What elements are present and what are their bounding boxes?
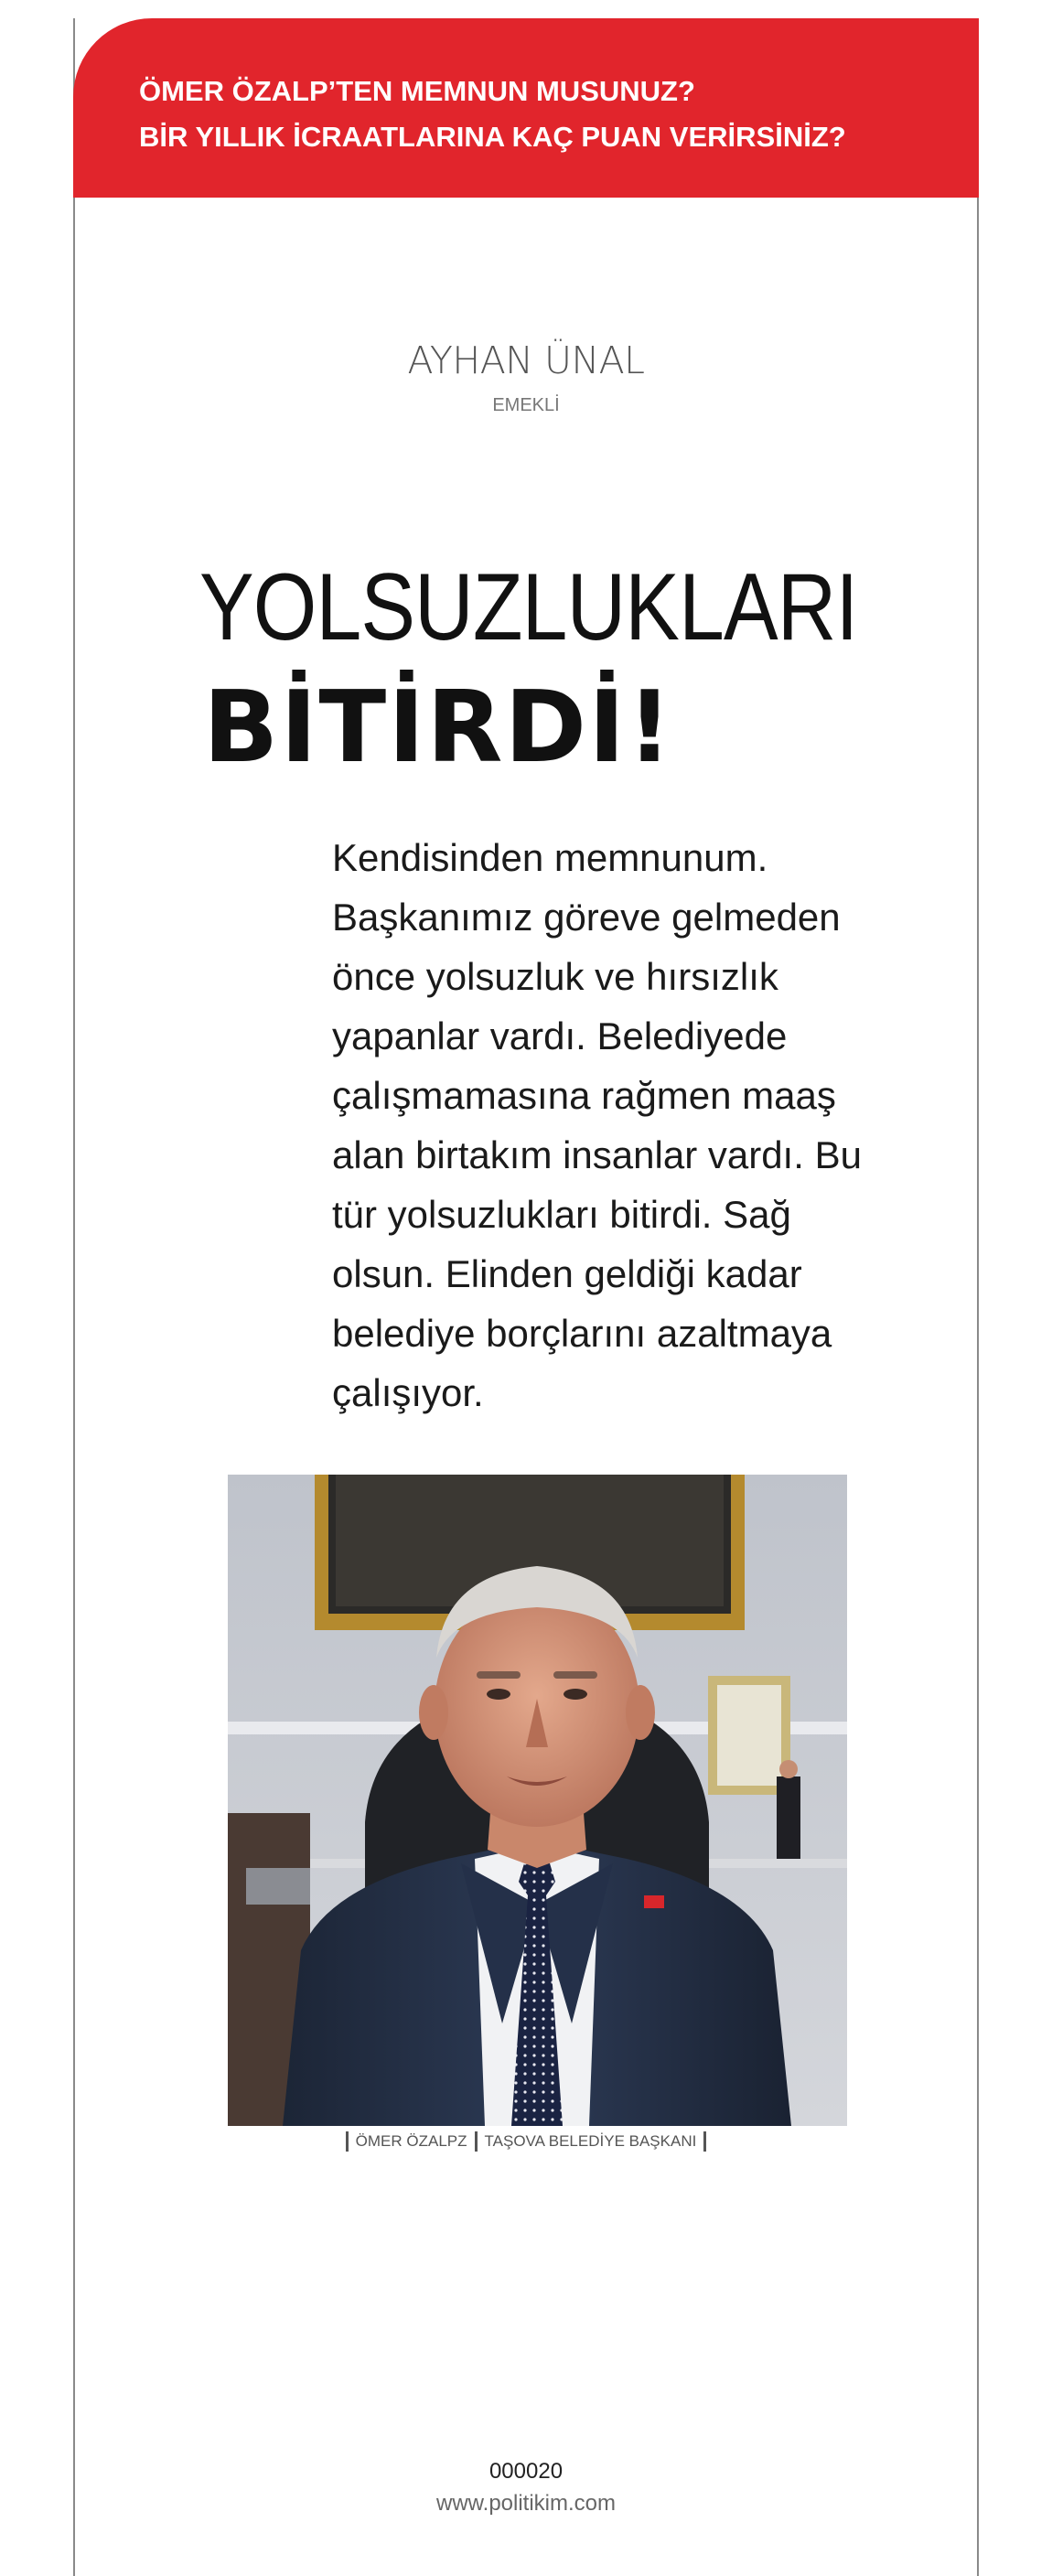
caption-separator xyxy=(346,2131,349,2152)
quote-line: Kendisinden memnunum. xyxy=(332,836,768,879)
quote-line: Başkanımız göreve gelmeden xyxy=(332,896,841,939)
photo-caption xyxy=(0,2131,1052,2152)
quote-line: önce yolsuzluk ve hırsızlık xyxy=(332,955,778,998)
headline-line-1: YOLSUZLUKLARI xyxy=(199,554,858,660)
portrait-photo xyxy=(228,1475,847,2126)
portrait-illustration xyxy=(228,1475,847,2126)
headline-line-2: BİTİRDİ! xyxy=(203,671,674,785)
quote-line: belediye borçlarını azaltmaya xyxy=(332,1312,832,1355)
quote-line: çalışıyor. xyxy=(332,1371,484,1414)
caption-separator xyxy=(703,2131,706,2152)
banner-question-2: BİR YILLIK İCRAATLARINA KAÇ PUAN VERİRSİNİZ? xyxy=(139,121,846,153)
caption-separator xyxy=(475,2131,478,2152)
page-code: 000020 xyxy=(488,2459,564,2484)
website-link[interactable]: www.politikim.com xyxy=(435,2491,617,2516)
caption-name: ÖMER ÖZALPZ xyxy=(355,2132,467,2150)
banner-question-1: ÖMER ÖZALP’TEN MEMNUN MUSUNUZ? xyxy=(139,75,695,107)
author-role: EMEKLİ xyxy=(492,395,560,415)
quote-line: alan birtakım insanlar vardı. Bu xyxy=(332,1133,862,1176)
header-banner xyxy=(73,18,979,198)
quote-line: tür yolsuzlukları bitirdi. Sağ xyxy=(332,1193,791,1236)
quote-body xyxy=(332,828,881,1422)
quote-line: çalışmamasına rağmen maaş xyxy=(332,1074,836,1117)
author-name: AYHAN ÜNAL xyxy=(407,338,645,382)
quote-line: olsun. Elinden geldiği kadar xyxy=(332,1252,802,1295)
quote-line: yapanlar vardı. Belediyede xyxy=(332,1014,788,1057)
caption-title: TAŞOVA BELEDİYE BAŞKANI xyxy=(484,2132,697,2150)
